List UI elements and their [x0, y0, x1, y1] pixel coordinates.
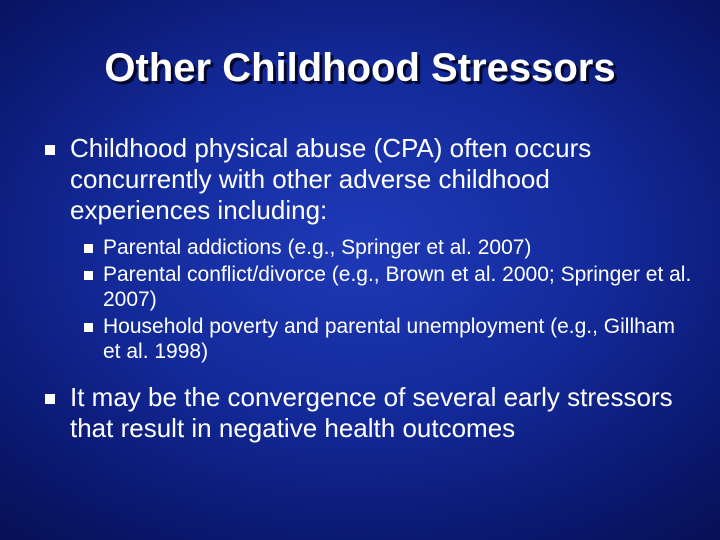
- square-bullet-icon: [84, 323, 93, 332]
- sub-bullet-text: Household poverty and parental unemployment (e.g., Gillham et al. 1998): [103, 315, 675, 363]
- sub-bullet-list: [42, 235, 692, 364]
- bullet-list: [42, 133, 692, 444]
- square-bullet-icon: [45, 145, 55, 155]
- square-bullet-icon: [84, 244, 93, 253]
- sub-bullet-item-1: [42, 235, 692, 260]
- slide-title: Other Childhood Stressors: [104, 46, 616, 90]
- sub-bullet-item-2: [42, 262, 692, 312]
- bullet-item-2: [42, 382, 692, 444]
- sub-bullet-item-3: [42, 314, 692, 364]
- bullet-text: It may be the convergence of several early stressors that result in negative health outcomes: [70, 382, 673, 443]
- sub-bullet-text: Parental addictions (e.g., Springer et al. 2007): [103, 236, 532, 259]
- bullet-item-1: [42, 133, 692, 226]
- sub-bullet-text: Parental conflict/divorce (e.g., Brown et al. 2000; Springer et al. 2007): [103, 263, 692, 311]
- square-bullet-icon: [45, 394, 55, 404]
- bullet-text: Childhood physical abuse (CPA) often occurs concurrently with other adverse childhood experiences including:: [70, 133, 592, 225]
- square-bullet-icon: [84, 271, 93, 280]
